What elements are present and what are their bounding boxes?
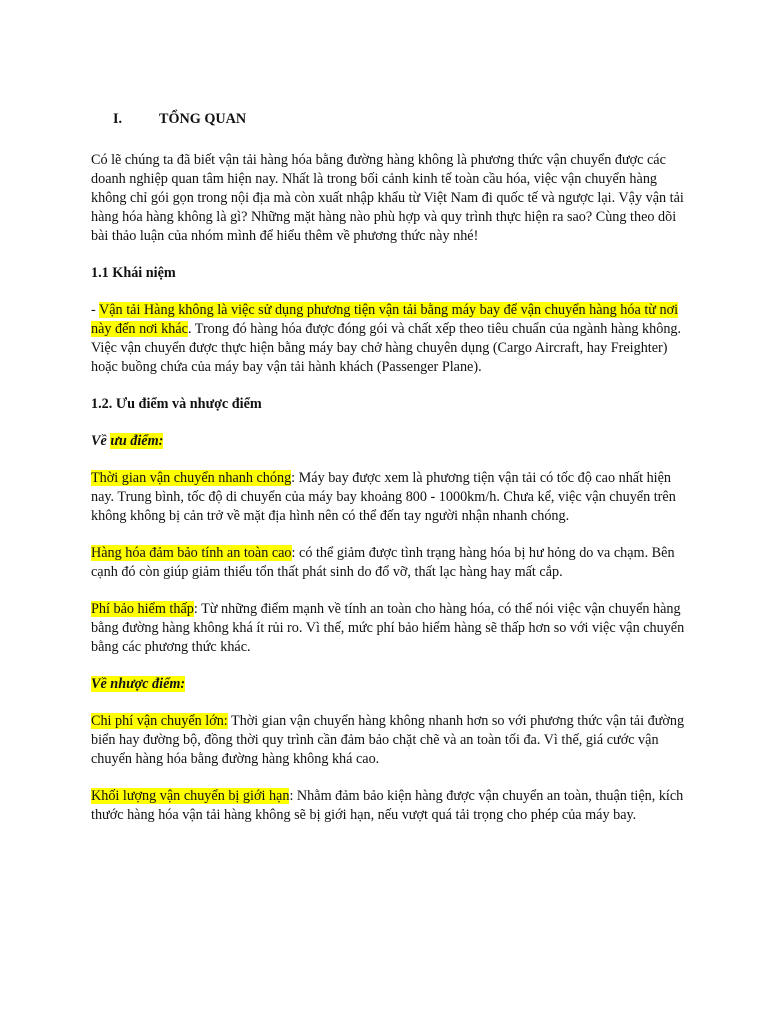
concept-dash: - — [91, 302, 100, 318]
concept-paragraph — [91, 301, 688, 377]
advantage-highlight: Thời gian vận chuyển nhanh chóng — [91, 470, 292, 486]
advantage-text: : Từ những điểm mạnh về tính an toàn cho hàng hóa, có thể nói việc vận chuyển hàng bằng đường hàng không khá ít rủi ro. Vì thế, mức phí bảo hiểm hàng sẽ thấp hơn so với việc vận chuyển bằng các phương thức khác. — [91, 601, 685, 655]
heading-number: I. — [113, 111, 123, 127]
advantage-text: : Máy bay được xem là phương tiện vận tải có tốc độ cao nhất hiện nay. Trung bình, tốc độ di chuyển của máy bay khoảng 800 - 1000km/h. Chưa kể, việc vận chuyển trên không không bị cản trở về mặt địa hình nên có thể đến tay người nhận nhanh chóng. — [91, 470, 676, 524]
advantages-heading — [91, 432, 688, 451]
disadvantage-text: : Nhằm đảm bảo kiện hàng được vận chuyển an toàn, thuận tiện, kích thước hàng hóa vận tải hàng không sẽ bị giới hạn, nếu vượt quá tải trọng cho phép của máy bay. — [91, 788, 684, 823]
advantages-highlight: ưu điểm: — [110, 433, 164, 449]
subheading-concept: 1.1 Khái niệm — [91, 265, 176, 281]
disadvantage-paragraph — [91, 787, 688, 825]
advantage-paragraph — [91, 544, 688, 582]
intro-paragraph: Có lẽ chúng ta đã biết vận tải hàng hóa bằng đường hàng không là phương thức vận chuyển được các doanh nghiệp quan tâm hiện nay. Nhất là trong bối cảnh kinh tế toàn cầu hóa, việc vận chuyển hàng không chỉ gói gọn trong nội địa mà còn xuất nhập khẩu từ Việt Nam đi quốc tế và ngược lại. Vậy vận tải hàng hóa hàng không là gì? Những mặt hàng nào phù hợp và quy trình thực hiện ra sao? Cùng theo dõi bài thảo luận của nhóm mình để hiểu thêm về phương thức này nhé! — [91, 152, 684, 244]
section-heading — [91, 110, 688, 129]
concept-text: . Trong đó hàng hóa được đóng gói và chất xếp theo tiêu chuẩn của ngành hàng không. Việc vận chuyển được thực hiện bằng máy bay chở hàng chuyên dụng (Cargo Aircraft, hay Freighter) hoặc buồng chứa của máy bay vận tải hành khách (Passenger Plane). — [91, 321, 682, 375]
advantage-paragraph — [91, 600, 688, 657]
advantage-text: : có thể giảm được tình trạng hàng hóa bị hư hỏng do va chạm. Bên cạnh đó còn giúp giảm thiểu tổn thất phát sinh do đổ vỡ, thất lạc hàng hay mất cắp. — [91, 545, 675, 580]
disadvantage-highlight: Chi phí vận chuyển lớn: — [91, 713, 228, 729]
heading-title: TỔNG QUAN — [159, 111, 247, 127]
advantage-highlight: Phí bảo hiểm thấp — [91, 601, 194, 617]
disadvantages-heading — [91, 675, 688, 694]
advantages-prefix: Về — [91, 433, 111, 449]
disadvantage-highlight: Khối lượng vận chuyển bị giới hạn — [91, 788, 290, 804]
advantage-paragraph — [91, 469, 688, 526]
advantage-highlight: Hàng hóa đảm bảo tính an toàn cao — [91, 545, 292, 561]
concept-highlight: Vận tải Hàng không là việc sử dụng phương tiện vận tải bằng máy bay để vận chuyển hàng hóa từ nơi này đến nơi khác — [91, 302, 679, 337]
disadvantages-highlight: Về nhược điểm: — [91, 676, 186, 692]
disadvantage-text: Thời gian vận chuyển hàng không nhanh hơn so với phương thức vận tải đường biển hay đường bộ, đồng thời quy trình cần đảm bảo chặt chẽ và an toàn tối đa. Vì thế, giá cước vận chuyển hàng hóa bằng đường hàng không khá cao. — [91, 713, 685, 767]
disadvantage-paragraph — [91, 712, 688, 769]
subheading-pros-cons: 1.2. Ưu điểm và nhược điểm — [91, 396, 262, 412]
